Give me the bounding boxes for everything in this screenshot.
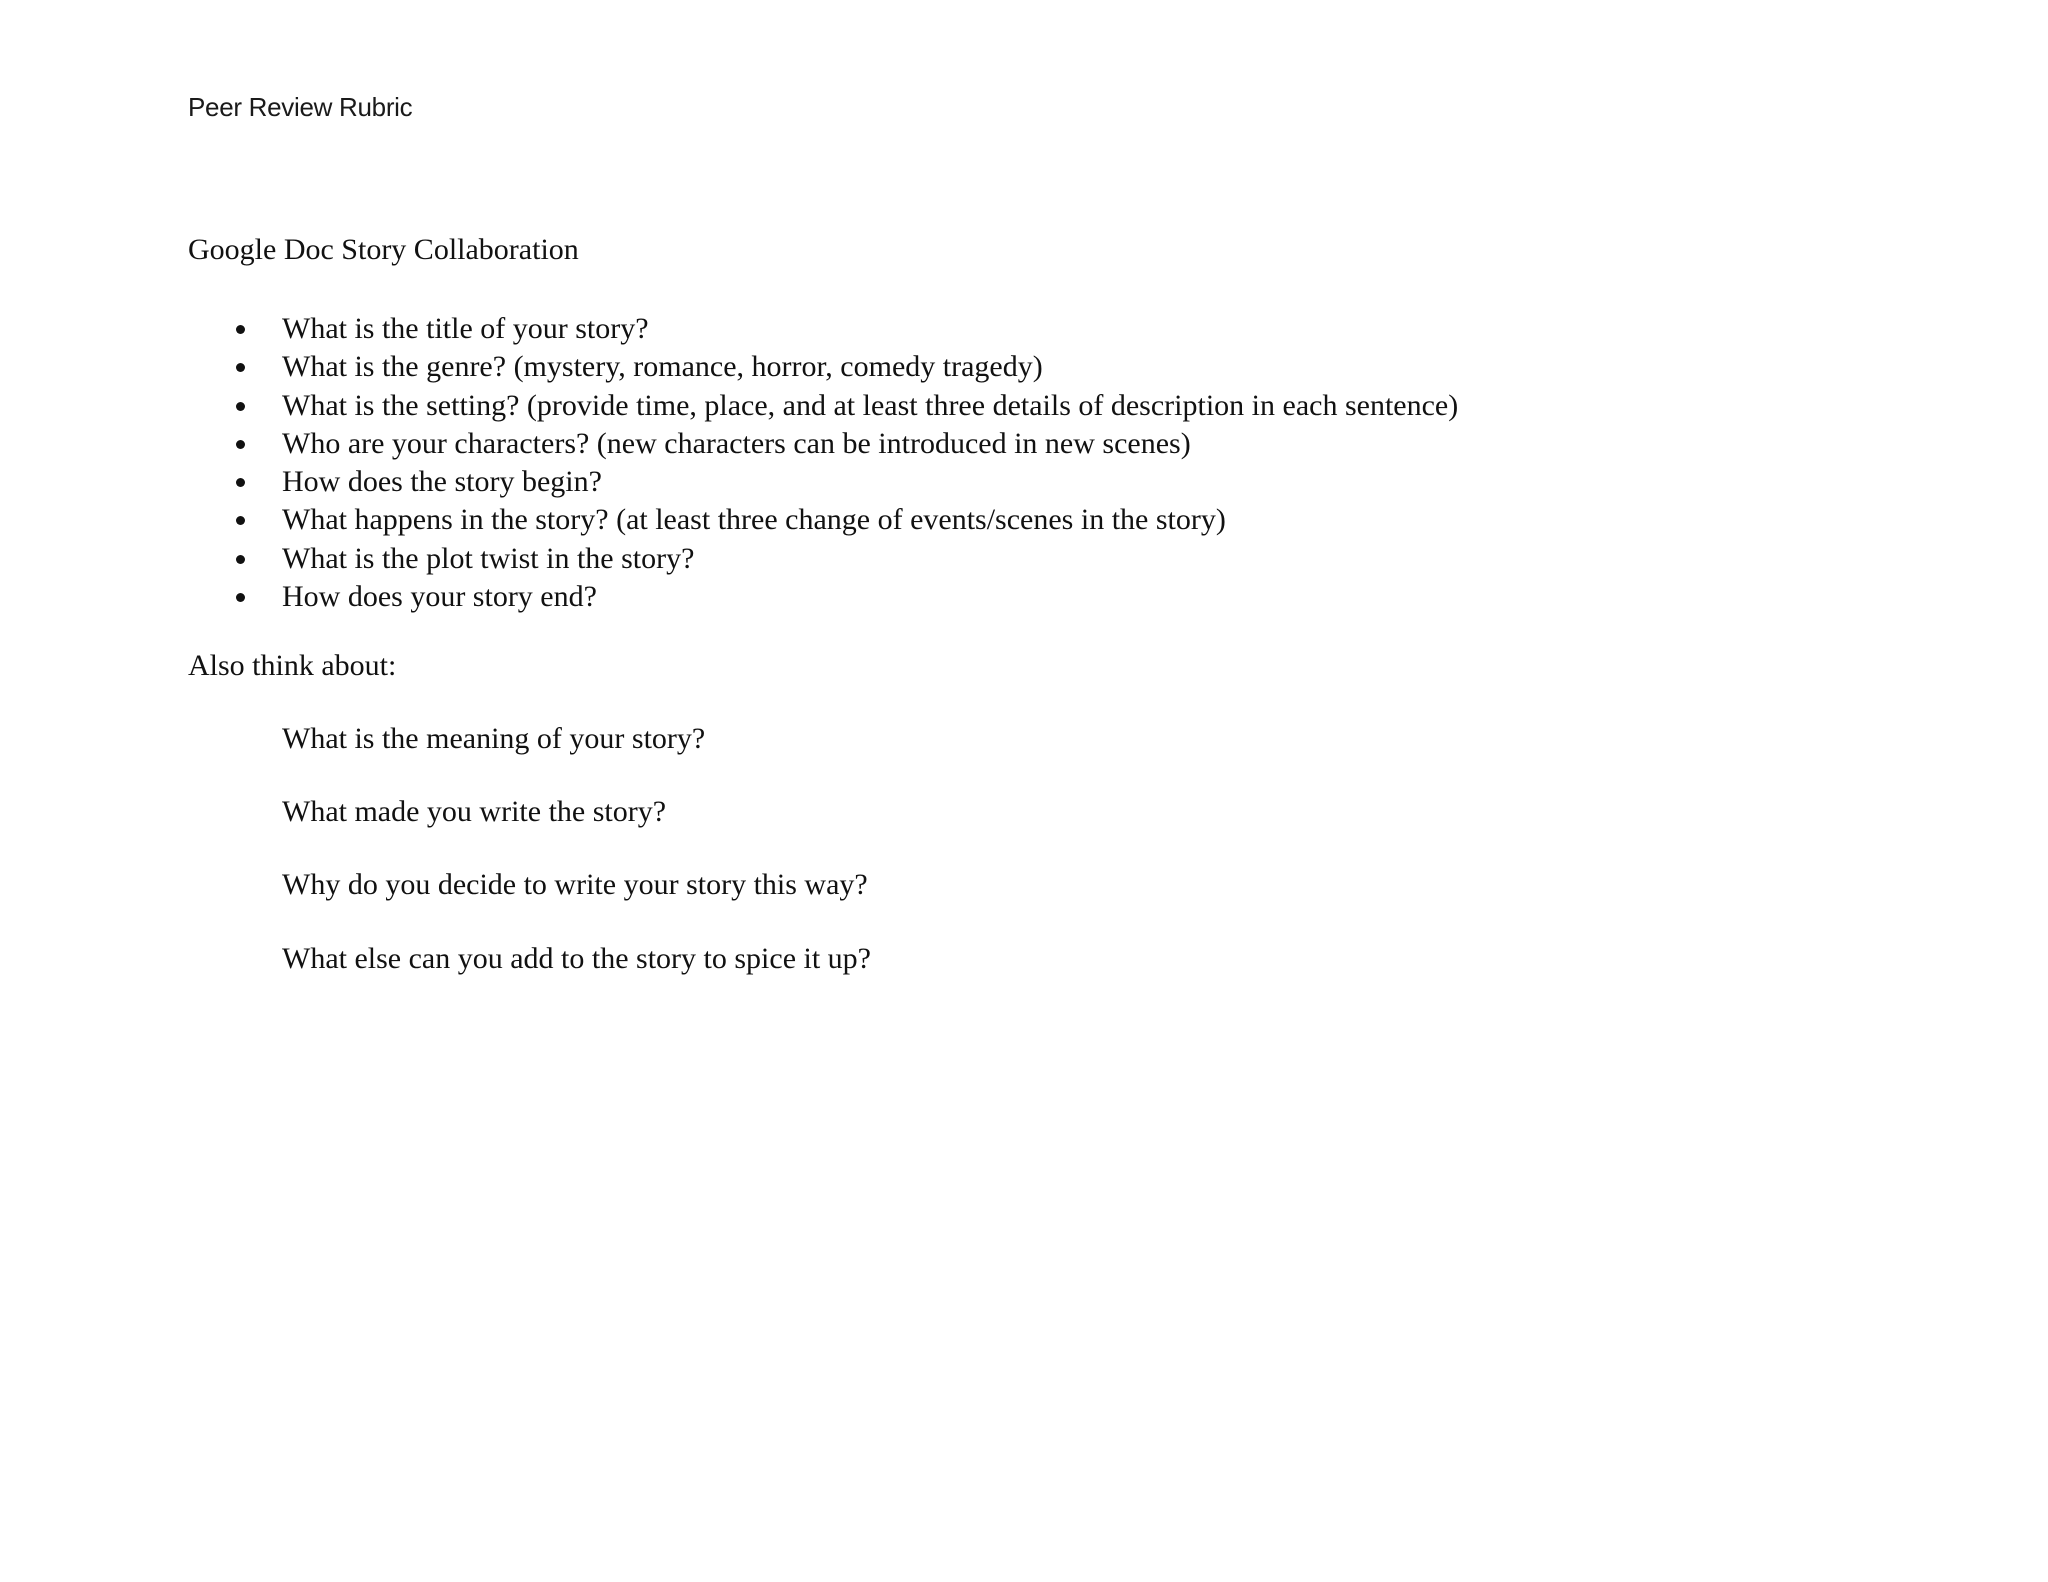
list-item xyxy=(188,578,1458,616)
reflection-question: What is the meaning of your story? xyxy=(282,722,706,755)
bullet-icon xyxy=(236,325,245,334)
page-header: Peer Review Rubric xyxy=(188,92,413,122)
list-item xyxy=(188,348,1458,386)
question-text: What is the setting? (provide time, place, and at least three details of description in each sentence) xyxy=(282,388,1459,422)
list-item xyxy=(188,387,1458,425)
also-think-about-heading: Also think about: xyxy=(188,649,397,682)
question-text: How does your story end? xyxy=(282,580,597,614)
question-text: What happens in the story? (at least three change of events/scenes in the story) xyxy=(282,503,1226,537)
question-list xyxy=(188,310,1458,616)
bullet-icon xyxy=(236,478,245,487)
reflection-question: Why do you decide to write your story this way? xyxy=(282,868,868,901)
question-text: What is the plot twist in the story? xyxy=(282,541,695,575)
reflection-question: What else can you add to the story to spice it up? xyxy=(282,942,871,975)
question-text: Who are your characters? (new characters can be introduced in new scenes) xyxy=(282,426,1191,460)
question-text: How does the story begin? xyxy=(282,465,602,499)
bullet-icon xyxy=(236,516,245,525)
question-text: What is the title of your story? xyxy=(282,312,649,345)
bullet-icon xyxy=(236,402,245,411)
list-item xyxy=(188,540,1458,578)
bullet-icon xyxy=(236,555,245,564)
bullet-icon xyxy=(236,363,245,372)
list-item xyxy=(188,425,1458,463)
list-item xyxy=(188,463,1458,501)
list-item xyxy=(188,501,1458,539)
bullet-icon xyxy=(236,440,245,449)
bullet-icon xyxy=(236,593,245,602)
reflection-question: What made you write the story? xyxy=(282,795,667,828)
list-item xyxy=(188,310,1458,348)
question-text: What is the genre? (mystery, romance, horror, comedy tragedy) xyxy=(282,350,1043,384)
document-title: Google Doc Story Collaboration xyxy=(188,233,579,266)
